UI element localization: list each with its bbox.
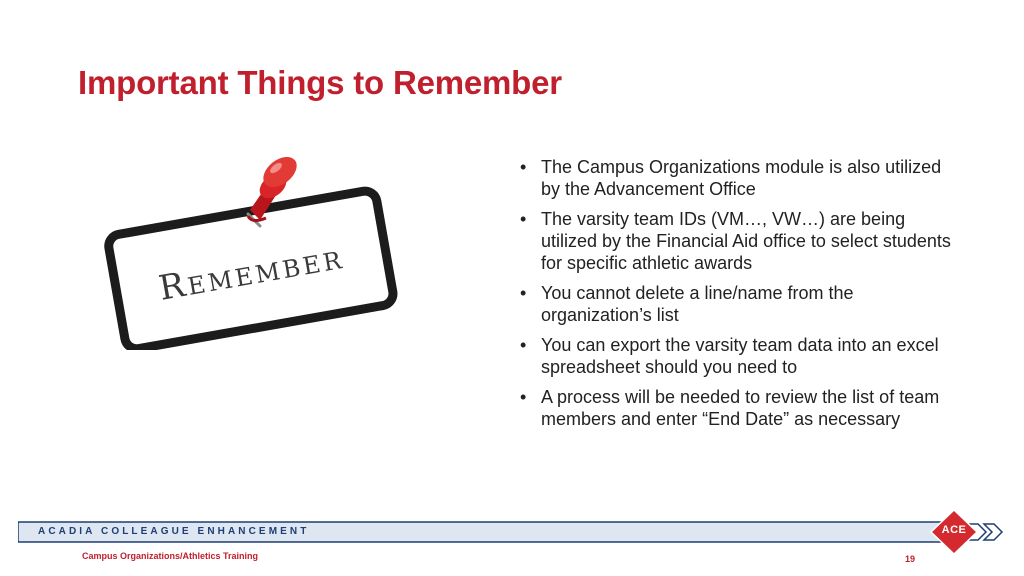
bullet-text: The Campus Organizations module is also utilized by the Advancement Office: [541, 157, 942, 199]
remember-word: Remember: [155, 236, 347, 309]
bullet-dot: •: [520, 209, 527, 229]
bullet-text: You cannot delete a line/name from the organization’s list: [541, 283, 854, 325]
remember-sign: [107, 189, 395, 350]
bullet-list: [520, 156, 960, 438]
ace-logo-text: ACE: [941, 524, 967, 536]
bullet-dot: •: [520, 157, 527, 177]
list-item: [520, 282, 960, 326]
remember-graphic: [100, 150, 400, 350]
list-item: [520, 156, 960, 200]
list-item: [520, 208, 960, 274]
bullet-text: You can export the varsity team data into an excel spreadsheet should you need to: [541, 335, 939, 377]
bullet-dot: •: [520, 283, 527, 303]
bullet-dot: •: [520, 335, 527, 355]
page-number: 19: [905, 554, 916, 564]
footer-band-text: ACADIA COLLEAGUE ENHANCEMENT: [38, 526, 310, 537]
footer-left-text: Campus Organizations/Athletics Training: [82, 551, 259, 561]
slide-title: Important Things to Remember: [78, 64, 562, 101]
bullet-text: A process will be needed to review the list of team members and enter “End Date” as necessary: [541, 387, 940, 429]
list-item: [520, 386, 960, 430]
bullet-dot: •: [520, 387, 527, 407]
bullet-text: The varsity team IDs (VM…, VW…) are being utilized by the Financial Aid office to select students for specific athletic awards: [541, 209, 951, 273]
list-item: [520, 334, 960, 378]
